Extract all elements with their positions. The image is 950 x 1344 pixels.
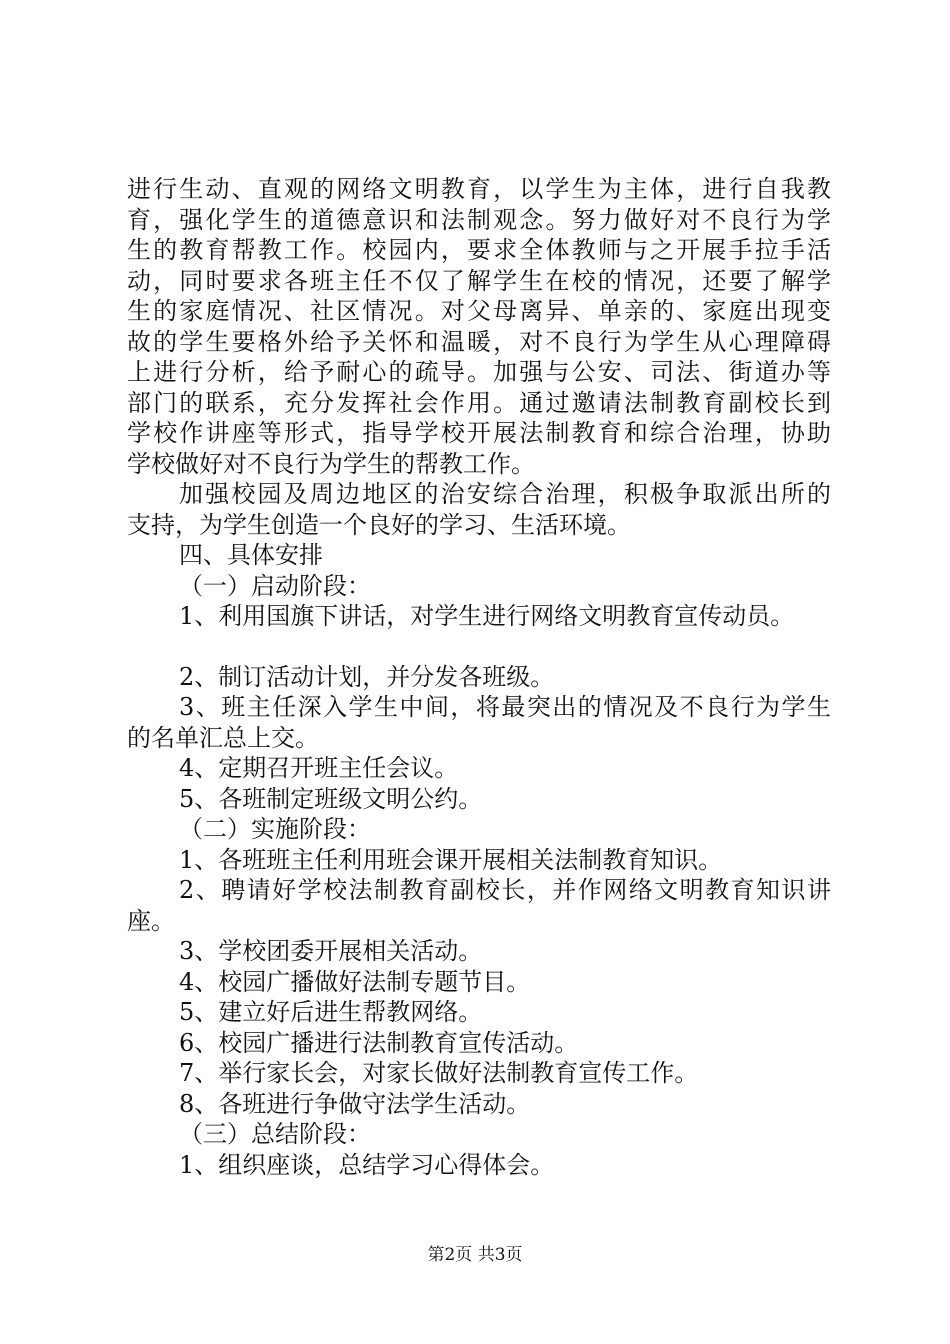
list-item: 2、制订活动计划，并分发各班级。 bbox=[179, 662, 555, 691]
list-item: 4、校园广播做好法制专题节目。 bbox=[179, 967, 531, 996]
blank-line bbox=[127, 632, 831, 662]
subsection-heading: （三）总结阶段： bbox=[179, 1120, 371, 1148]
list-item: 2、聘请好学校法制教育副校长，并作网络文明教育知识讲 bbox=[179, 876, 831, 904]
list-item: 1、利用国旗下讲话，对学生进行网络文明教育宣传动员。 bbox=[179, 602, 795, 630]
text-line: 学校作讲座等形式，指导学校开展法制教育和综合治理，协助 bbox=[127, 419, 831, 447]
list-item: 8、各班进行争做守法学生活动。 bbox=[179, 1089, 531, 1118]
list-item: 3、班主任深入学生中间，将最突出的情况及不良行为学生 bbox=[179, 693, 831, 721]
text-line: 生的教育帮教工作。校园内，要求全体教师与之开展手拉手活 bbox=[127, 236, 831, 264]
text-line: 育，强化学生的道德意识和法制观念。努力做好对不良行为学 bbox=[127, 205, 831, 234]
text-line: 生的家庭情况、社区情况。对父母离异、单亲的、家庭出现变 bbox=[127, 297, 831, 325]
text-line: 故的学生要格外给予关怀和温暖，对不良行为学生从心理障碍 bbox=[127, 327, 831, 356]
text-line: 的名单汇总上交。 bbox=[127, 723, 319, 752]
list-item: 1、各班班主任利用班会课开展相关法制教育知识。 bbox=[179, 845, 723, 874]
list-item: 3、学校团委开展相关活动。 bbox=[179, 937, 483, 965]
list-item: 1、组织座谈，总结学习心得体会。 bbox=[179, 1150, 555, 1179]
list-item: 5、各班制定班级文明公约。 bbox=[179, 784, 483, 813]
list-item: 7、举行家长会，对家长做好法制教育宣传工作。 bbox=[179, 1059, 699, 1087]
text-line: 部门的联系，充分发挥社会作用。通过邀请法制教育副校长到 bbox=[127, 388, 831, 417]
subsection-heading: （一）启动阶段： bbox=[179, 571, 371, 600]
list-item: 5、建立好后进生帮教网络。 bbox=[179, 998, 483, 1026]
list-item: 4、定期召开班主任会议。 bbox=[179, 754, 459, 782]
text-line: 加强校园及周边地区的治安综合治理，积极争取派出所的 bbox=[179, 480, 831, 508]
text-line: 座。 bbox=[127, 906, 175, 935]
text-line: 支持，为学生创造一个良好的学习、生活环境。 bbox=[127, 510, 631, 539]
text-line: 动，同时要求各班主任不仅了解学生在校的情况，还要了解学 bbox=[127, 266, 831, 295]
text-line: 进行生动、直观的网络文明教育，以学生为主体，进行自我教 bbox=[127, 175, 831, 203]
page-number-footer: 第2页 共3页 bbox=[427, 1245, 523, 1265]
text-line: 学校做好对不良行为学生的帮教工作。 bbox=[127, 449, 535, 478]
subsection-heading: （二）实施阶段： bbox=[179, 815, 371, 843]
list-item: 6、校园广播进行法制教育宣传活动。 bbox=[179, 1028, 579, 1057]
section-heading: 四、具体安排 bbox=[179, 541, 323, 569]
document-body bbox=[127, 174, 831, 1180]
text-line: 上进行分析，给予耐心的疏导。加强与公安、司法、街道办等 bbox=[127, 358, 831, 386]
